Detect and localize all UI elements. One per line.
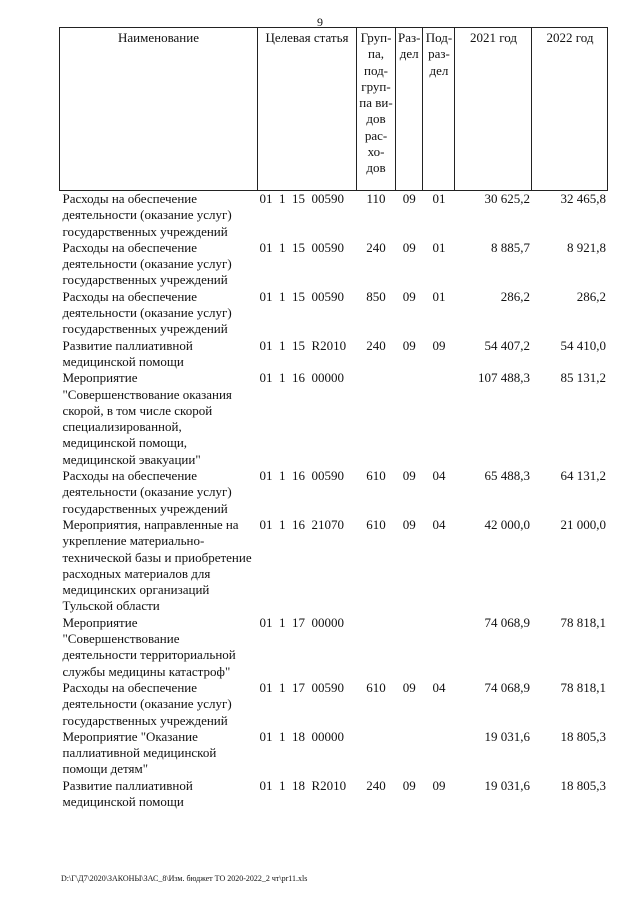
row-section: 09 <box>402 468 416 484</box>
row-name: Мероприятие "Совершенствование оказания скорой, в том числе скорой специализированной, медицинской помощи, медицинской эвакуации" <box>62 370 232 467</box>
row-2021: 107 488,3 <box>477 370 530 386</box>
row-2021: 65 488,3 <box>484 468 530 484</box>
row-group <box>357 370 396 468</box>
header-2022: 2022 год <box>532 28 608 191</box>
row-subsection: 01 <box>432 288 446 304</box>
table-row <box>60 680 608 729</box>
row-target: 01 1 15 00590 <box>259 191 344 206</box>
row-section <box>396 729 423 778</box>
row-target: 01 1 17 00000 <box>259 614 344 630</box>
row-target: 01 1 18 00000 <box>259 728 344 744</box>
row-subsection <box>423 370 455 468</box>
row-target: 01 1 15 00590 <box>259 239 344 255</box>
row-2022: 78 818,1 <box>560 679 606 695</box>
row-name: Мероприятие "Совершенствование деятельности территориальной службы медицины катастроф" <box>62 614 236 679</box>
header-name: Наименование <box>60 28 258 191</box>
row-2021: 74 068,9 <box>484 614 530 630</box>
row-2021: 286,2 <box>500 288 530 304</box>
row-name: Развитие паллиативной медицинской помощи <box>62 337 193 369</box>
header-target: Целевая статья <box>258 28 357 191</box>
row-target: 01 1 17 00590 <box>259 679 344 695</box>
row-name: Расходы на обеспечение деятельности (оказание услуг) государственных учреждений <box>62 239 232 288</box>
row-subsection: 01 <box>432 191 446 206</box>
row-2022: 286,2 <box>576 288 606 304</box>
row-target: 01 1 16 00590 <box>259 468 344 484</box>
row-2022: 85 131,2 <box>560 370 606 386</box>
row-target: 01 1 18 R2010 <box>259 777 347 793</box>
row-group: 240 <box>366 337 386 353</box>
table-row <box>60 240 608 289</box>
row-subsection: 04 <box>432 516 446 532</box>
row-2022: 78 818,1 <box>560 614 606 630</box>
header-group: Груп-па, под-груп-па ви-дов рас-хо-дов <box>357 28 396 191</box>
row-section: 09 <box>402 288 416 304</box>
row-group <box>357 729 396 778</box>
table-row <box>60 468 608 517</box>
table-row <box>60 729 608 778</box>
table-row <box>60 517 608 615</box>
row-group: 610 <box>366 516 386 532</box>
row-target: 01 1 16 21070 <box>259 516 344 532</box>
row-section: 09 <box>402 777 416 793</box>
header-2021: 2021 год <box>455 28 532 191</box>
row-section <box>396 370 423 468</box>
row-group: 610 <box>366 679 386 695</box>
table-row <box>60 338 608 371</box>
row-2022: 18 805,3 <box>560 728 606 744</box>
row-section <box>396 615 423 680</box>
row-target: 01 1 16 00000 <box>259 370 344 386</box>
table-header-row <box>60 28 608 191</box>
table-row <box>60 191 608 240</box>
row-2022: 18 805,3 <box>560 777 606 793</box>
row-target: 01 1 15 R2010 <box>259 337 347 353</box>
row-2021: 74 068,9 <box>484 679 530 695</box>
row-2022: 64 131,2 <box>560 468 606 484</box>
row-group <box>357 615 396 680</box>
row-2022: 21 000,0 <box>560 516 606 532</box>
row-subsection: 01 <box>432 239 446 255</box>
row-section: 09 <box>402 337 416 353</box>
row-2021: 19 031,6 <box>484 777 530 793</box>
row-group: 110 <box>366 191 386 206</box>
row-name: Развитие паллиативной медицинской помощи <box>62 777 193 809</box>
row-subsection: 04 <box>432 468 446 484</box>
row-2021: 54 407,2 <box>484 337 530 353</box>
row-group: 240 <box>366 239 386 255</box>
row-subsection: 09 <box>432 777 446 793</box>
budget-table <box>59 27 608 810</box>
table-row <box>60 778 608 811</box>
row-2021: 19 031,6 <box>484 728 530 744</box>
row-name: Мероприятия, направленные на укрепление материально-технической базы и приобретение расходных материалов для медицинских организаций Тульской области <box>62 516 252 614</box>
row-group: 240 <box>366 777 386 793</box>
row-section: 09 <box>402 679 416 695</box>
row-group: 850 <box>366 288 386 304</box>
file-path-footer: D:\Г\Д7\2020\ЗАКОНЫ\ЗАС_8\Изм. бюджет ТО 2020-2022_2 чт\pr11.xls <box>61 874 308 883</box>
row-name: Мероприятие "Оказание паллиативной медицинской помощи детям" <box>62 728 217 777</box>
table-row <box>60 370 608 468</box>
row-section: 09 <box>402 516 416 532</box>
row-2021: 42 000,0 <box>484 516 530 532</box>
table-row <box>60 289 608 338</box>
page-number: 9 <box>317 15 323 29</box>
row-subsection: 04 <box>432 679 446 695</box>
row-group: 610 <box>366 468 386 484</box>
row-section: 09 <box>402 191 416 206</box>
row-2022: 54 410,0 <box>560 337 606 353</box>
header-subsection: Под-раз-дел <box>423 28 455 191</box>
row-name: Расходы на обеспечение деятельности (оказание услуг) государственных учреждений <box>62 468 232 516</box>
row-name: Расходы на обеспечение деятельности (оказание услуг) государственных учреждений <box>62 288 232 337</box>
row-2021: 30 625,2 <box>484 191 530 206</box>
row-2022: 8 921,8 <box>566 239 606 255</box>
row-subsection <box>423 615 455 680</box>
row-subsection <box>423 729 455 778</box>
header-section: Раз-дел <box>396 28 423 191</box>
row-2021: 8 885,7 <box>490 239 530 255</box>
row-name: Расходы на обеспечение деятельности (оказание услуг) государственных учреждений <box>62 191 232 239</box>
row-name: Расходы на обеспечение деятельности (оказание услуг) государственных учреждений <box>62 679 232 728</box>
row-section: 09 <box>402 239 416 255</box>
row-subsection: 09 <box>432 337 446 353</box>
table-row <box>60 615 608 680</box>
row-target: 01 1 15 00590 <box>259 288 344 304</box>
row-2022: 32 465,8 <box>560 191 606 206</box>
